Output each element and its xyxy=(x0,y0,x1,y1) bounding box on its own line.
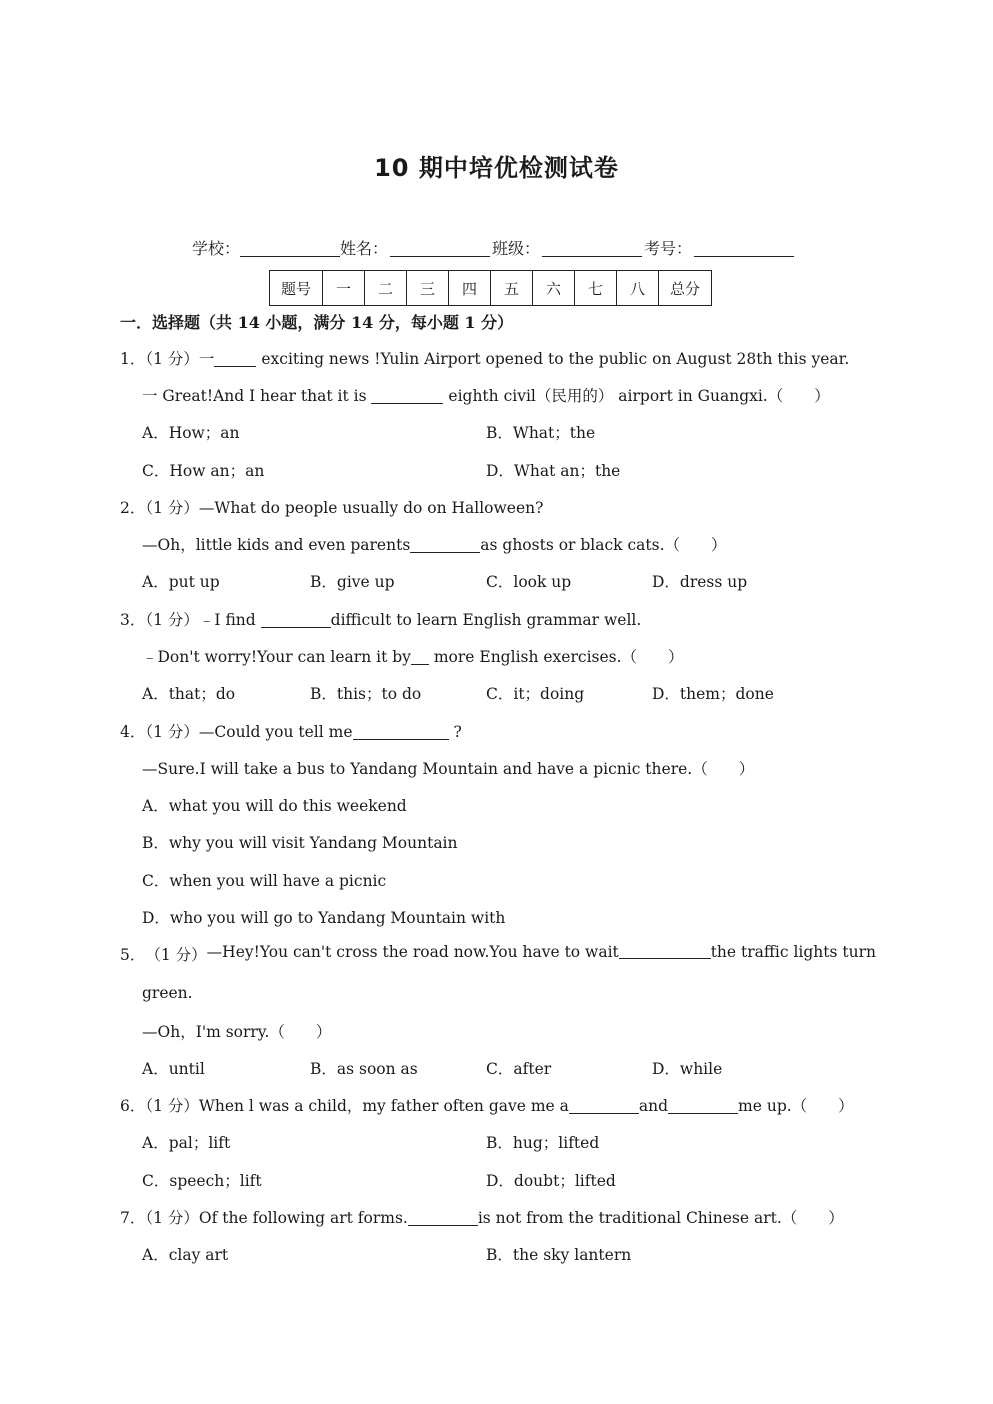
option-c[interactable]: C．after xyxy=(486,1060,552,1078)
option-a[interactable]: A．clay art xyxy=(142,1246,229,1264)
exam-no-label: 考号： xyxy=(644,239,693,258)
student-info-line xyxy=(192,236,794,259)
question-2-stem2 xyxy=(142,533,727,555)
question-score: （1 分） xyxy=(145,611,199,629)
score-col: 四 xyxy=(449,271,491,306)
question-4-stem xyxy=(120,720,462,742)
answer-blank[interactable] xyxy=(214,351,256,367)
question-score: （1 分） xyxy=(145,946,207,964)
answer-blank[interactable] xyxy=(411,649,429,665)
stem-text: —Could you tell me xyxy=(198,723,353,741)
question-score: （1 分） xyxy=(145,723,199,741)
option-b[interactable]: B．the sky lantern xyxy=(486,1246,632,1264)
option-c[interactable]: C．it；doing xyxy=(486,685,585,703)
question-5-stem2: —Oh，I'm sorry.（ ） xyxy=(142,1023,332,1041)
question-3-stem2 xyxy=(142,645,684,667)
option-a[interactable]: A．put up xyxy=(142,573,220,591)
stem-text: ? xyxy=(448,723,462,741)
question-1-stem2 xyxy=(142,384,830,406)
stem-text: me up.（ ） xyxy=(738,1097,854,1115)
stem-text: and xyxy=(638,1097,669,1115)
option-d[interactable]: D．dress up xyxy=(652,573,748,591)
option-a[interactable]: A．what you will do this weekend xyxy=(142,797,407,815)
stem-text: —Oh，little kids and even parents xyxy=(142,536,411,554)
stem-text: 一 Great!And I hear that it is xyxy=(142,387,372,405)
name-label: 姓名： xyxy=(340,239,389,258)
question-score: （1 分） xyxy=(145,350,199,368)
page-title: 10 期中培优检测试卷 xyxy=(374,154,619,182)
question-num: 4． xyxy=(120,723,146,741)
question-score: （1 分） xyxy=(145,1097,199,1115)
section-title: 一．选择题（共 14 小题，满分 14 分，每小题 1 分） xyxy=(120,313,514,332)
answer-blank[interactable] xyxy=(261,612,331,628)
option-b[interactable]: B．hug；lifted xyxy=(486,1134,600,1152)
option-a[interactable]: A．How；an xyxy=(142,424,240,442)
question-num: 6． xyxy=(120,1097,146,1115)
stem-text: ﹣Don't worry!Your can learn it by xyxy=(142,648,411,666)
score-col: 六 xyxy=(533,271,575,306)
stem-text: difficult to learn English grammar well. xyxy=(330,611,642,629)
answer-blank[interactable] xyxy=(668,1098,738,1114)
stem-text: —What do people usually do on Halloween? xyxy=(198,499,544,517)
exam-no-blank[interactable] xyxy=(694,240,794,257)
score-col: 二 xyxy=(365,271,407,306)
question-num: 5． xyxy=(120,946,146,964)
stem-text: 一 xyxy=(198,350,215,368)
stem-text: exciting news !Yulin Airport opened to the public on August 28th this year. xyxy=(256,350,850,368)
answer-blank[interactable] xyxy=(371,388,443,404)
option-b[interactable]: B．why you will visit Yandang Mountain xyxy=(142,834,458,852)
score-table xyxy=(269,270,712,306)
answer-blank[interactable] xyxy=(569,1098,639,1114)
score-table-head: 题号 xyxy=(270,271,323,306)
stem-text: Of the following art forms. xyxy=(198,1209,408,1227)
question-5-stem-cont: green. xyxy=(142,984,193,1002)
score-col: 五 xyxy=(491,271,533,306)
option-c[interactable]: C．How an；an xyxy=(142,462,265,480)
stem-text: ﹣I find xyxy=(198,611,261,629)
school-blank[interactable] xyxy=(240,240,340,257)
answer-blank[interactable] xyxy=(619,943,711,959)
answer-blank[interactable] xyxy=(353,724,449,740)
score-col: 三 xyxy=(407,271,449,306)
option-a[interactable]: A．that；do xyxy=(142,685,236,703)
score-col: 八 xyxy=(617,271,659,306)
question-2-stem xyxy=(120,496,543,518)
option-b[interactable]: B．this；to do xyxy=(310,685,422,703)
stem-text: is not from the traditional Chinese art.（ ） xyxy=(477,1209,844,1227)
school-label: 学校： xyxy=(192,239,241,258)
stem-text: the traffic lights turn xyxy=(710,943,876,961)
option-a[interactable]: A．until xyxy=(142,1060,205,1078)
answer-blank[interactable] xyxy=(410,537,480,553)
option-d[interactable]: D．doubt；lifted xyxy=(486,1172,616,1190)
question-1-stem xyxy=(120,347,849,369)
option-d[interactable]: D．who you will go to Yandang Mountain with xyxy=(142,909,506,927)
question-num: 1． xyxy=(120,350,146,368)
question-num: 3． xyxy=(120,611,146,629)
question-num: 2． xyxy=(120,499,146,517)
class-label: 班级： xyxy=(492,239,541,258)
stem-text: eighth civil（民用的） airport in Guangxi.（ ） xyxy=(443,387,830,405)
option-d[interactable]: D．while xyxy=(652,1060,723,1078)
stem-text: When l was a child，my father often gave me a xyxy=(198,1097,569,1115)
name-blank[interactable] xyxy=(390,240,490,257)
class-blank[interactable] xyxy=(542,240,642,257)
question-4-stem2: —Sure.I will take a bus to Yandang Mountain and have a picnic there.（ ） xyxy=(142,760,755,778)
option-b[interactable]: B．give up xyxy=(310,573,395,591)
option-b[interactable]: B．as soon as xyxy=(310,1060,418,1078)
option-c[interactable]: C．look up xyxy=(486,573,572,591)
question-score: （1 分） xyxy=(145,499,199,517)
option-d[interactable]: D．What an；the xyxy=(486,462,621,480)
score-col: 七 xyxy=(575,271,617,306)
stem-text: more English exercises.（ ） xyxy=(428,648,684,666)
option-d[interactable]: D．them；done xyxy=(652,685,774,703)
option-a[interactable]: A．pal；lift xyxy=(142,1134,231,1152)
score-col: 一 xyxy=(323,271,365,306)
question-7-stem xyxy=(120,1206,844,1228)
question-5-stem xyxy=(120,943,876,965)
question-3-stem xyxy=(120,608,641,630)
question-6-stem xyxy=(120,1094,854,1116)
question-num: 7． xyxy=(120,1209,146,1227)
question-score: （1 分） xyxy=(145,1209,199,1227)
option-c[interactable]: C．speech；lift xyxy=(142,1172,262,1190)
stem-text: —Hey!You can't cross the road now.You have to wait xyxy=(206,943,619,961)
option-c[interactable]: C．when you will have a picnic xyxy=(142,872,387,890)
score-total: 总分 xyxy=(659,271,712,306)
option-b[interactable]: B．What；the xyxy=(486,424,596,442)
stem-text: as ghosts or black cats.（ ） xyxy=(480,536,727,554)
answer-blank[interactable] xyxy=(408,1210,478,1226)
